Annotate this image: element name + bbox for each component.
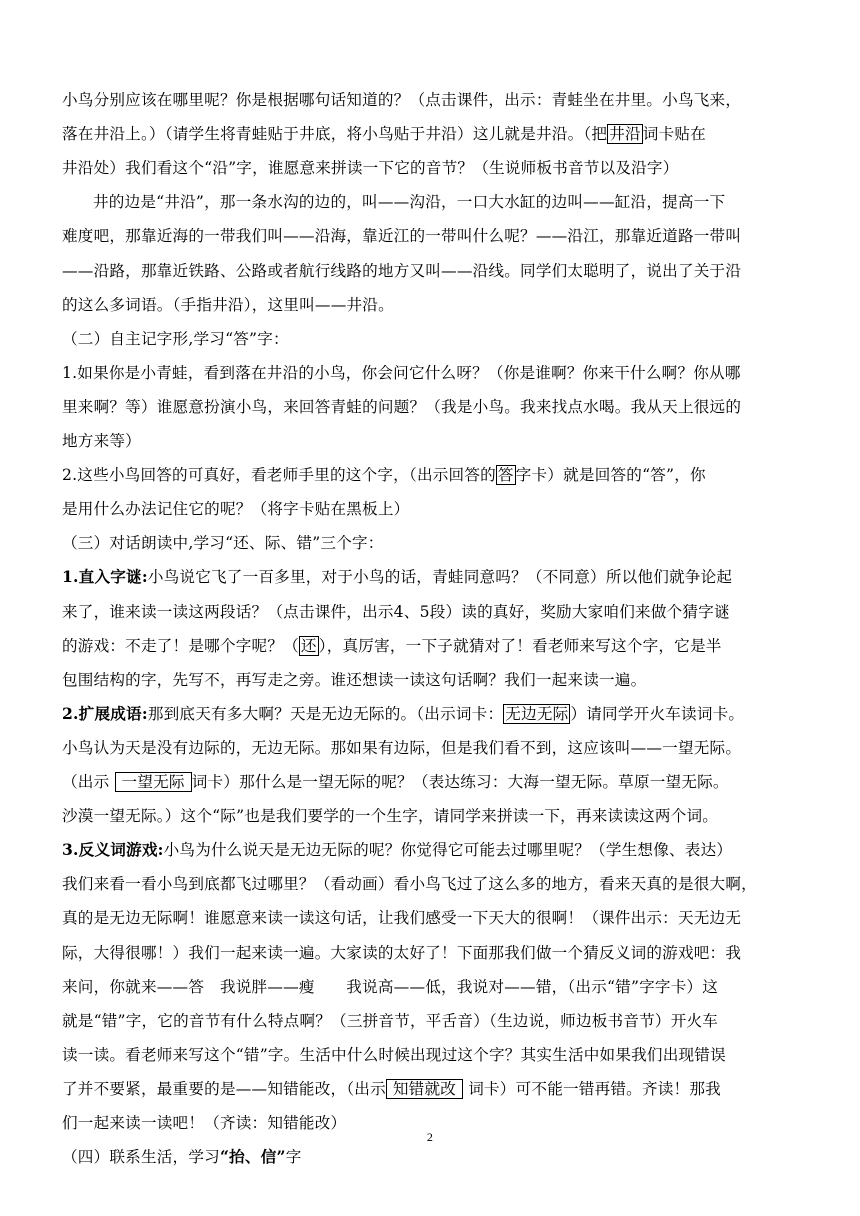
text-line (62, 636, 722, 656)
text-line (62, 295, 394, 315)
text-span: 际，大得很哪！）我们一起来读一遍。大家读的太好了！下面那我们做一个猜反义词的游戏吧：我 (62, 943, 742, 962)
text-span: 词卡贴在 (642, 125, 706, 144)
word-card-box: 井沿 (609, 125, 641, 144)
text-span: 词卡）那什么是一望无际的呢？（表达练习：大海一望无际。草原一望无际。 (191, 773, 729, 791)
text-line (62, 738, 741, 758)
page-number: 2 (426, 1130, 434, 1144)
text-line (62, 772, 729, 792)
text-line (62, 704, 744, 724)
text-span: 小鸟为什么说天是无边无际的呢？你觉得它可能去过哪里呢？（学生想像、表达） (163, 841, 733, 860)
text-span: 词卡）可不能一错再错。齐读！那我 (463, 1079, 721, 1098)
text-span: 落在井沿上。）（请学生将青蛙贴于井底，将小鸟贴于井沿）这儿就是井沿。（把 (62, 125, 608, 144)
text-span: 我们来看一看小鸟到底都飞过哪里？（看动画）看小鸟飞过了这么多的地方，看来天真的是很大啊， (62, 875, 757, 894)
text-line (62, 431, 141, 451)
bold-heading: “抬、信” (219, 1147, 286, 1167)
text-span: 是用什么办法记住它的呢？（将字卡贴在黑板上） (62, 500, 410, 519)
text-span: 真的是无边无际啊！谁愿意来读一读这句话，让我们感受一下天大的很啊！（课件出示：天无边无 (62, 909, 742, 928)
word-card-box: 知错就改 (386, 1079, 463, 1099)
text-line (62, 363, 741, 383)
text-span: 2.这些小鸟回答的可真好，看老师手里的这个字，（出示回答的 (62, 466, 496, 485)
text-span: 沙漠一望无际。）这个“际”也是我们要学的一个生字，请同学来拼读一下，再来读读这两个词。 (62, 807, 719, 826)
text-span: 里来啊？等）谁愿意扮演小鸟，来回答青蛙的问题？（我是小鸟。我来找点水喝。我从天上很远的 (62, 397, 742, 416)
text-line (62, 1011, 718, 1031)
text-span: 读一读。看老师来写这个“错”字。生活中什么时候出现过这个字？其实生活中如果我们出现错误 (62, 1045, 726, 1064)
text-span: 小鸟认为天是没有边际的，无边无际。那如果有边际，但是我们看不到，这应该叫——一望无际。 (62, 738, 742, 757)
word-card-box: 无边无际 (505, 704, 569, 723)
text-line (62, 567, 732, 587)
text-span: 井沿处）我们看这个“沿”字，谁愿意来拼读一下它的音节？（生说师板书音节以及沿字） (62, 159, 679, 178)
text-line (62, 943, 741, 963)
text-span: 来问，你就来——答 我说胖——瘦 我说高——低，我说对——错，（出示“错”字字卡）这 (62, 977, 719, 996)
text-span: （四）联系生活，学习 (62, 1148, 220, 1167)
text-line (62, 226, 741, 246)
text-line (62, 158, 679, 178)
text-line (62, 1079, 721, 1099)
text-span: 字卡）就是回答的“答”，你 (515, 466, 706, 485)
text-span: 包围结构的字，先写不，再写走之旁。谁还想读一读这句话啊？我们一起来读一遍。 (62, 670, 647, 689)
text-span: 就是“错”字，它的音节有什么特点啊？（三拼音节，平舌音）（生边说，师边板书音节）开火车 (62, 1011, 719, 1030)
bold-heading: 1.直入字谜: (62, 567, 148, 587)
text-line (93, 192, 725, 212)
text-span: （出示 (62, 773, 115, 791)
text-span: ——沿路，那靠近铁路、公路或者航行线路的地方又叫——沿线。同学们太聪明了，说出了关于沿 (62, 261, 742, 280)
text-span: 们一起来读一读吧！（齐读：知错能改） (62, 1114, 347, 1132)
text-line (62, 1045, 726, 1065)
text-line (62, 602, 730, 622)
word-card-box: 答 (497, 466, 514, 485)
text-line (62, 90, 741, 110)
text-line (62, 533, 384, 553)
text-line (62, 806, 718, 826)
text-span: 来了，谁来读一读这两段话？（点击课件，出示4、5段）读的真好，奖励大家咱们来做个猜字谜 (62, 602, 730, 621)
word-card-box: 还 (300, 636, 317, 655)
bold-heading: 3.反义词游戏: (62, 840, 164, 860)
word-card-box: 一望无际 (115, 772, 192, 792)
bold-heading: 2.扩展成语: (62, 703, 148, 723)
text-line (62, 397, 741, 417)
text-line (62, 874, 757, 894)
text-span: 的游戏：不走了！是哪个字呢？（ (62, 636, 299, 655)
text-line (62, 465, 706, 485)
text-span: ），真厉害，一下子就猜对了！看老师来写这个字，它是半 (318, 636, 722, 655)
text-span: 1.如果你是小青蛙，看到落在井沿的小鸟，你会问它什么呀？（你是谁啊？你来干什么啊？你从哪 (62, 363, 741, 382)
text-span: 了并不要紧，最重要的是——知错能改，（出示 (62, 1079, 386, 1098)
text-span: ）请同学开火车读词卡。 (570, 704, 745, 723)
text-line (62, 1147, 301, 1167)
text-line (62, 124, 706, 144)
text-line (62, 261, 741, 281)
text-span: 小鸟分别应该在哪里呢？你是根据哪句话知道的？（点击课件，出示：青蛙坐在井里。小鸟飞来， (62, 91, 742, 109)
text-span: 地方来等） (62, 432, 141, 450)
text-line (62, 670, 646, 690)
text-line (62, 908, 741, 928)
text-span: 那到底天有多大啊？天是无边无际的。（出示词卡： (147, 704, 504, 723)
text-span: （二）自主记字形,学习“答”字： (62, 329, 289, 348)
text-line (62, 329, 289, 349)
text-line (62, 840, 732, 860)
text-span: 小鸟说它飞了一百多里，对于小鸟的话，青蛙同意吗？（不同意）所以他们就争论起 (147, 568, 733, 587)
text-span: 难度吧，那靠近海的一带我们叫——沿海，靠近江的一带叫什么呢？——沿江，那靠近道路一带叫 (62, 227, 742, 246)
text-line (62, 499, 409, 519)
text-span: 的这么多词语。（手指井沿），这里叫——井沿。 (62, 295, 394, 314)
text-span: 井的边是“井沿”，那一条水沟的边的，叫——沟沿，一口大水缸的边叫——缸沿，提高一下 (93, 193, 726, 212)
text-span: （三）对话朗读中,学习“还、际、错”三个字： (62, 534, 384, 553)
text-span: 字 (285, 1148, 302, 1167)
text-line (62, 977, 718, 997)
